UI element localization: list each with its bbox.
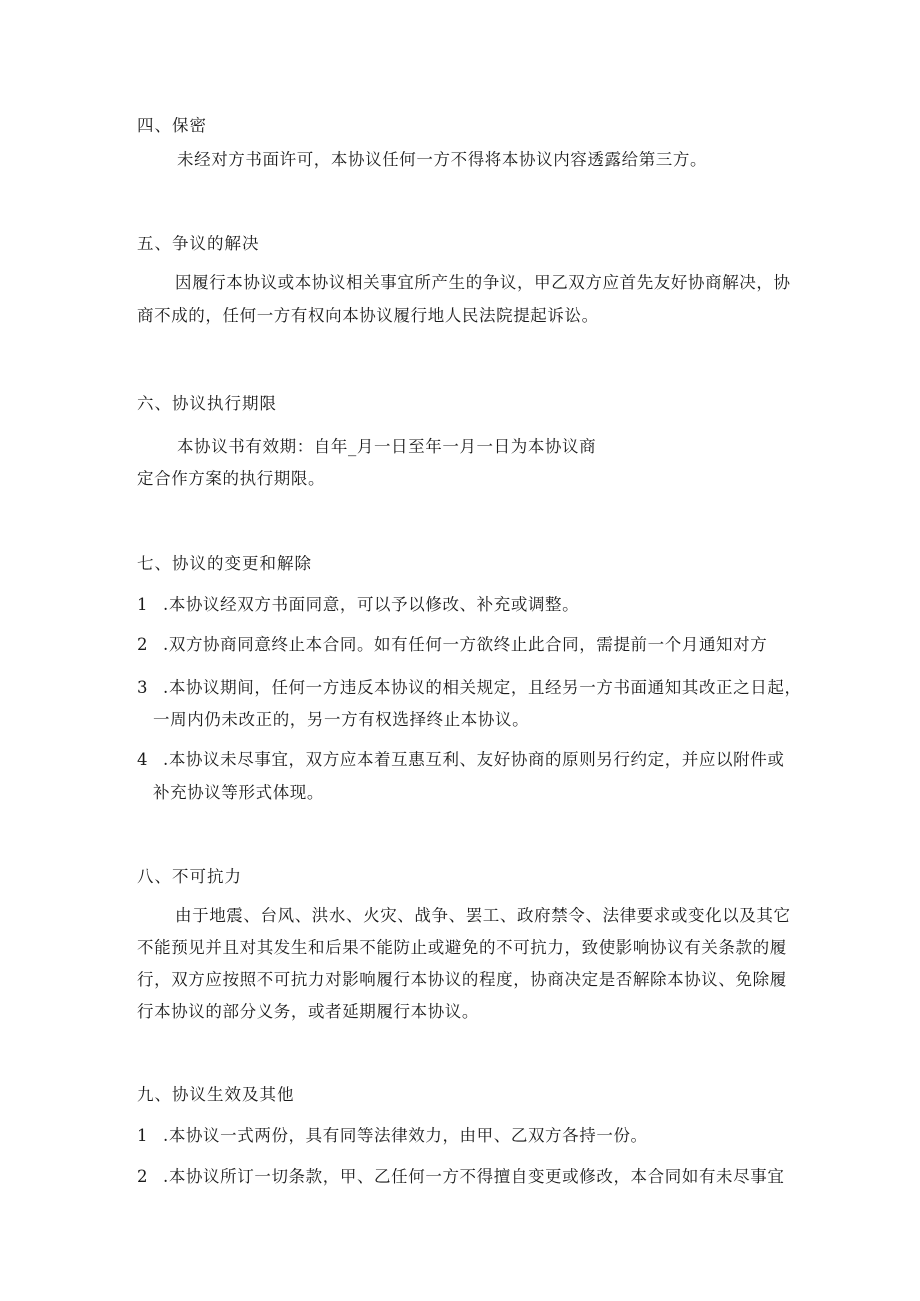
section-heading-amendment: 七、协议的变更和解除 bbox=[137, 554, 312, 573]
list-item-number: 2 bbox=[137, 635, 149, 654]
list-item-text: .双方协商同意终止本合同。如有任何一方欲终止此合同，需提前一个月通知对方 bbox=[163, 635, 768, 654]
list-item bbox=[137, 634, 767, 656]
list-item-text: .本协议所订一切条款，甲、乙任何一方不得擅自变更或修改，本合同如有未尽事宜 bbox=[163, 1167, 785, 1186]
paragraph-line: 因履行本协议或本协议相关事宜所产生的争议，甲乙双方应首先友好协商解决，协 bbox=[175, 273, 791, 292]
list-item-text: .本协议经双方书面同意，可以予以修改、补充或调整。 bbox=[163, 595, 580, 614]
list-item-number: 3 bbox=[137, 678, 149, 697]
list-item bbox=[137, 677, 802, 699]
list-item bbox=[137, 1125, 648, 1147]
list-item-number: 1 bbox=[137, 1126, 149, 1145]
paragraph-line: 不能预见并且对其发生和后果不能防止或避免的不可抗力，致使影响协议有关条款的履 bbox=[137, 938, 787, 957]
list-item-continuation: 一周内仍未改正的，另一方有权选择终止本协议。 bbox=[153, 710, 530, 729]
section-heading-term: 六、协议执行期限 bbox=[137, 394, 277, 413]
section-heading-effectiveness: 九、协议生效及其他 bbox=[137, 1085, 295, 1104]
list-item-text: .本协议一式两份，具有同等法律效力，由甲、乙双方各持一份。 bbox=[163, 1126, 648, 1145]
paragraph-line: 由于地震、台风、洪水、火灾、战争、罢工、政府禁令、法律要求或变化以及其它 bbox=[175, 906, 791, 925]
list-item-number: 2 bbox=[137, 1167, 149, 1186]
list-item-number: 1 bbox=[137, 595, 149, 614]
section-heading-confidentiality: 四、保密 bbox=[137, 116, 207, 135]
paragraph-line: 行本协议的部分义务，或者延期履行本协议。 bbox=[137, 1002, 479, 1021]
list-item bbox=[137, 594, 579, 616]
list-item-number: 4 bbox=[137, 750, 149, 769]
section-heading-force-majeure: 八、不可抗力 bbox=[137, 867, 242, 886]
paragraph-line: 本协议书有效期：自年_月一日至年一月一日为本协议商 bbox=[177, 437, 597, 456]
list-item-continuation: 补充协议等形式体现。 bbox=[153, 783, 324, 802]
list-item-text: .本协议期间，任何一方违反本协议的相关规定，且经另一方书面通知其改正之日起， bbox=[163, 678, 802, 697]
section-heading-dispute: 五、争议的解决 bbox=[137, 234, 260, 253]
paragraph-line: 行，双方应按照不可抗力对影响履行本协议的程度，协商决定是否解除本协议、免除履 bbox=[137, 970, 787, 989]
list-item bbox=[137, 749, 784, 771]
list-item bbox=[137, 1166, 784, 1188]
paragraph-line: 商不成的，任何一方有权向本协议履行地人民法院提起诉讼。 bbox=[137, 306, 599, 325]
paragraph-line: 定合作方案的执行期限。 bbox=[137, 469, 326, 488]
list-item-text: .本协议未尽事宜，双方应本着互惠互利、友好协商的原则另行约定，并应以附件或 bbox=[163, 750, 785, 769]
paragraph-line: 未经对方书面许可，本协议任何一方不得将本协议内容透露给第三方。 bbox=[177, 150, 708, 169]
